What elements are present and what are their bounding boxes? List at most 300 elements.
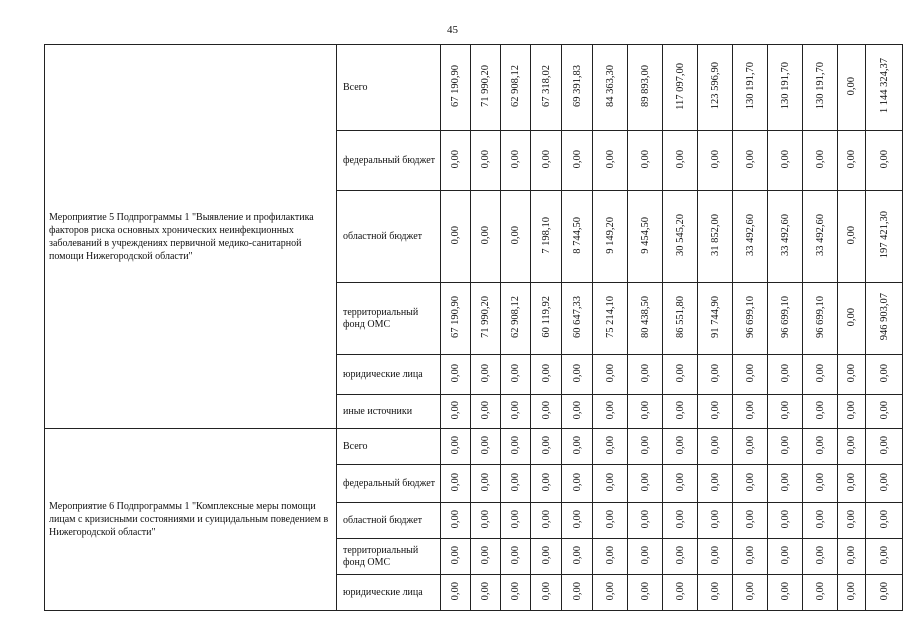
value-text: 0,00 bbox=[814, 149, 826, 169]
value-cell bbox=[803, 191, 838, 283]
value-text: 33 492,60 bbox=[779, 214, 791, 256]
value-text: 0,00 bbox=[709, 472, 721, 492]
value-text: 0,00 bbox=[639, 149, 651, 169]
value-cell bbox=[866, 131, 903, 191]
value-text: 0,00 bbox=[540, 581, 552, 601]
value-cell bbox=[501, 539, 531, 575]
value-cell bbox=[866, 355, 903, 395]
value-cell bbox=[531, 283, 562, 355]
value-cell bbox=[562, 45, 593, 131]
value-text: 96 699,10 bbox=[814, 296, 826, 338]
value-text: 0,00 bbox=[674, 149, 686, 169]
value-text: 0,00 bbox=[604, 400, 616, 420]
value-text: 0,00 bbox=[744, 545, 756, 565]
value-cell bbox=[866, 191, 903, 283]
value-text: 0,00 bbox=[779, 400, 791, 420]
value-cell bbox=[866, 283, 903, 355]
value-text: 0,00 bbox=[674, 545, 686, 565]
value-text: 62 908,12 bbox=[510, 65, 521, 107]
value-text: 130 191,70 bbox=[744, 62, 756, 110]
value-text: 0,00 bbox=[604, 435, 616, 455]
value-cell bbox=[593, 465, 628, 503]
value-text: 0,00 bbox=[744, 363, 756, 383]
value-text: 0,00 bbox=[674, 472, 686, 492]
value-text: 91 744,90 bbox=[709, 296, 721, 338]
value-cell bbox=[593, 395, 628, 429]
activity-name: Мероприятие 6 Подпрограммы 1 "Комплексные меры помощи лицам с кризисными состояниями и суицидальным поведением в Нижегородской области" bbox=[45, 429, 337, 611]
value-text: 0,00 bbox=[709, 545, 721, 565]
value-text: 0,00 bbox=[709, 581, 721, 601]
value-cell bbox=[441, 355, 471, 395]
value-cell bbox=[866, 429, 903, 465]
value-cell bbox=[803, 539, 838, 575]
value-text: 0,00 bbox=[510, 400, 521, 420]
value-cell bbox=[501, 283, 531, 355]
value-text: 0,00 bbox=[878, 509, 890, 529]
value-text: 0,00 bbox=[450, 545, 461, 565]
value-text: 0,00 bbox=[674, 581, 686, 601]
funding-source: иные источники bbox=[337, 395, 441, 429]
value-cell bbox=[441, 465, 471, 503]
value-cell bbox=[698, 131, 733, 191]
value-cell bbox=[838, 131, 866, 191]
value-text: 0,00 bbox=[450, 581, 461, 601]
value-cell bbox=[733, 355, 768, 395]
funding-source: территориальный фонд ОМС bbox=[337, 539, 441, 575]
value-cell bbox=[698, 395, 733, 429]
value-text: 0,00 bbox=[846, 307, 857, 327]
value-text: 0,00 bbox=[744, 472, 756, 492]
value-cell bbox=[441, 575, 471, 611]
value-text: 0,00 bbox=[639, 581, 651, 601]
value-cell bbox=[768, 503, 803, 539]
value-cell bbox=[628, 465, 663, 503]
value-text: 123 596,90 bbox=[709, 62, 721, 110]
value-cell bbox=[531, 395, 562, 429]
value-text: 0,00 bbox=[878, 149, 890, 169]
value-cell bbox=[768, 395, 803, 429]
value-text: 0,00 bbox=[814, 472, 826, 492]
value-cell bbox=[501, 355, 531, 395]
value-cell bbox=[562, 575, 593, 611]
value-text: 0,00 bbox=[510, 509, 521, 529]
value-cell bbox=[501, 575, 531, 611]
value-text: 0,00 bbox=[779, 149, 791, 169]
value-text: 0,00 bbox=[779, 363, 791, 383]
value-text: 0,00 bbox=[779, 509, 791, 529]
value-cell bbox=[501, 429, 531, 465]
value-text: 0,00 bbox=[709, 400, 721, 420]
value-text: 0,00 bbox=[709, 435, 721, 455]
value-cell bbox=[471, 575, 501, 611]
value-text: 0,00 bbox=[480, 472, 491, 492]
value-cell bbox=[593, 429, 628, 465]
value-cell bbox=[866, 45, 903, 131]
value-text: 9 149,20 bbox=[604, 216, 616, 254]
value-text: 0,00 bbox=[510, 225, 521, 245]
value-cell bbox=[593, 539, 628, 575]
value-cell bbox=[866, 395, 903, 429]
value-text: 0,00 bbox=[846, 76, 857, 96]
value-text: 0,00 bbox=[878, 400, 890, 420]
value-cell bbox=[441, 539, 471, 575]
value-text: 0,00 bbox=[571, 400, 583, 420]
value-text: 0,00 bbox=[878, 581, 890, 601]
value-cell bbox=[441, 131, 471, 191]
table-body bbox=[45, 45, 903, 611]
value-cell bbox=[501, 395, 531, 429]
value-cell bbox=[471, 395, 501, 429]
value-text: 33 492,60 bbox=[744, 214, 756, 256]
value-text: 0,00 bbox=[814, 363, 826, 383]
value-cell bbox=[471, 465, 501, 503]
funding-source: федеральный бюджет bbox=[337, 465, 441, 503]
value-text: 30 545,20 bbox=[674, 214, 686, 256]
value-cell bbox=[628, 539, 663, 575]
value-cell bbox=[663, 503, 698, 539]
value-text: 0,00 bbox=[510, 581, 521, 601]
value-cell bbox=[663, 465, 698, 503]
value-cell bbox=[768, 131, 803, 191]
value-text: 0,00 bbox=[846, 149, 857, 169]
value-cell bbox=[698, 465, 733, 503]
value-cell bbox=[768, 465, 803, 503]
value-text: 0,00 bbox=[604, 363, 616, 383]
value-text: 0,00 bbox=[540, 363, 552, 383]
value-cell bbox=[628, 355, 663, 395]
value-cell bbox=[838, 465, 866, 503]
value-cell bbox=[628, 283, 663, 355]
value-text: 0,00 bbox=[510, 472, 521, 492]
value-cell bbox=[803, 465, 838, 503]
value-cell bbox=[838, 429, 866, 465]
value-cell bbox=[768, 191, 803, 283]
value-text: 0,00 bbox=[450, 435, 461, 455]
value-text: 0,00 bbox=[878, 435, 890, 455]
table-row bbox=[45, 429, 903, 465]
value-text: 0,00 bbox=[639, 509, 651, 529]
value-cell bbox=[866, 465, 903, 503]
value-text: 84 363,30 bbox=[604, 65, 616, 107]
value-text: 0,00 bbox=[846, 509, 857, 529]
value-cell bbox=[698, 575, 733, 611]
value-text: 33 492,60 bbox=[814, 214, 826, 256]
funding-source: федеральный бюджет bbox=[337, 131, 441, 191]
value-text: 0,00 bbox=[846, 435, 857, 455]
value-cell bbox=[531, 575, 562, 611]
funding-source: Всего bbox=[337, 45, 441, 131]
value-cell bbox=[663, 283, 698, 355]
value-cell bbox=[628, 45, 663, 131]
value-text: 0,00 bbox=[744, 435, 756, 455]
value-cell bbox=[866, 503, 903, 539]
value-text: 7 198,10 bbox=[540, 216, 552, 254]
value-text: 0,00 bbox=[779, 435, 791, 455]
value-text: 0,00 bbox=[540, 472, 552, 492]
value-cell bbox=[733, 283, 768, 355]
value-cell bbox=[866, 539, 903, 575]
value-text: 0,00 bbox=[878, 545, 890, 565]
value-cell bbox=[733, 191, 768, 283]
value-text: 0,00 bbox=[604, 509, 616, 529]
value-text: 0,00 bbox=[571, 363, 583, 383]
value-cell bbox=[471, 429, 501, 465]
value-text: 946 903,07 bbox=[878, 293, 890, 341]
value-text: 0,00 bbox=[450, 225, 461, 245]
funding-source: Всего bbox=[337, 429, 441, 465]
value-cell bbox=[838, 395, 866, 429]
value-text: 0,00 bbox=[480, 225, 491, 245]
value-text: 0,00 bbox=[450, 472, 461, 492]
value-text: 86 551,80 bbox=[674, 296, 686, 338]
activity-name: Мероприятие 5 Подпрограммы 1 "Выявление и профилактика факторов риска основных хронических неинфекционных заболеваний в учреждениях первичной медико-санитарной помощи Нижегородской области" bbox=[45, 45, 337, 429]
value-text: 0,00 bbox=[779, 472, 791, 492]
value-cell bbox=[471, 503, 501, 539]
value-cell bbox=[733, 465, 768, 503]
value-text: 0,00 bbox=[814, 545, 826, 565]
value-text: 0,00 bbox=[540, 509, 552, 529]
value-text: 0,00 bbox=[480, 400, 491, 420]
value-cell bbox=[838, 539, 866, 575]
value-cell bbox=[803, 283, 838, 355]
value-text: 0,00 bbox=[604, 545, 616, 565]
value-text: 0,00 bbox=[709, 149, 721, 169]
value-text: 0,00 bbox=[510, 545, 521, 565]
value-cell bbox=[562, 131, 593, 191]
value-cell bbox=[698, 539, 733, 575]
value-cell bbox=[562, 429, 593, 465]
value-text: 1 144 324,37 bbox=[878, 58, 890, 114]
value-cell bbox=[562, 465, 593, 503]
value-text: 31 852,00 bbox=[709, 214, 721, 256]
value-cell bbox=[593, 355, 628, 395]
value-text: 71 990,20 bbox=[480, 65, 491, 107]
value-cell bbox=[663, 539, 698, 575]
value-cell bbox=[593, 575, 628, 611]
value-cell bbox=[531, 429, 562, 465]
value-text: 89 893,00 bbox=[639, 65, 651, 107]
value-cell bbox=[531, 45, 562, 131]
value-cell bbox=[628, 395, 663, 429]
value-text: 0,00 bbox=[450, 509, 461, 529]
page-number: 45 bbox=[447, 24, 458, 36]
value-cell bbox=[803, 131, 838, 191]
value-text: 0,00 bbox=[744, 509, 756, 529]
value-cell bbox=[838, 283, 866, 355]
value-text: 0,00 bbox=[571, 581, 583, 601]
table-row bbox=[45, 45, 903, 131]
value-cell bbox=[531, 539, 562, 575]
value-text: 0,00 bbox=[480, 363, 491, 383]
value-text: 0,00 bbox=[846, 225, 857, 245]
value-text: 0,00 bbox=[639, 400, 651, 420]
value-text: 0,00 bbox=[540, 400, 552, 420]
value-text: 0,00 bbox=[450, 400, 461, 420]
value-text: 0,00 bbox=[744, 149, 756, 169]
value-cell bbox=[501, 503, 531, 539]
funding-source: областной бюджет bbox=[337, 503, 441, 539]
value-cell bbox=[733, 539, 768, 575]
value-cell bbox=[768, 45, 803, 131]
value-cell bbox=[471, 191, 501, 283]
value-cell bbox=[733, 395, 768, 429]
value-text: 197 421,30 bbox=[878, 211, 890, 259]
value-cell bbox=[768, 575, 803, 611]
value-cell bbox=[593, 191, 628, 283]
value-text: 0,00 bbox=[480, 581, 491, 601]
value-cell bbox=[768, 539, 803, 575]
value-cell bbox=[663, 191, 698, 283]
value-text: 0,00 bbox=[709, 363, 721, 383]
value-text: 0,00 bbox=[639, 545, 651, 565]
value-cell bbox=[663, 355, 698, 395]
value-cell bbox=[531, 465, 562, 503]
value-cell bbox=[866, 575, 903, 611]
value-cell bbox=[698, 283, 733, 355]
value-cell bbox=[441, 283, 471, 355]
value-text: 80 438,50 bbox=[639, 296, 651, 338]
value-cell bbox=[768, 355, 803, 395]
value-cell bbox=[441, 395, 471, 429]
value-cell bbox=[441, 503, 471, 539]
value-text: 0,00 bbox=[779, 581, 791, 601]
value-text: 117 097,00 bbox=[674, 62, 686, 110]
value-cell bbox=[531, 131, 562, 191]
value-cell bbox=[803, 395, 838, 429]
value-cell bbox=[441, 429, 471, 465]
value-text: 0,00 bbox=[450, 149, 461, 169]
value-text: 0,00 bbox=[674, 509, 686, 529]
value-cell bbox=[663, 395, 698, 429]
value-text: 96 699,10 bbox=[744, 296, 756, 338]
value-cell bbox=[733, 131, 768, 191]
value-text: 0,00 bbox=[814, 509, 826, 529]
value-cell bbox=[501, 131, 531, 191]
value-text: 0,00 bbox=[846, 581, 857, 601]
value-cell bbox=[501, 45, 531, 131]
value-text: 67 190,90 bbox=[450, 65, 461, 107]
value-cell bbox=[803, 429, 838, 465]
value-text: 60 647,33 bbox=[571, 296, 583, 338]
value-text: 0,00 bbox=[540, 149, 552, 169]
value-cell bbox=[803, 45, 838, 131]
value-text: 0,00 bbox=[450, 363, 461, 383]
funding-source: юридические лица bbox=[337, 575, 441, 611]
value-cell bbox=[562, 283, 593, 355]
financing-table bbox=[44, 44, 903, 611]
value-text: 0,00 bbox=[744, 581, 756, 601]
value-text: 0,00 bbox=[779, 545, 791, 565]
value-text: 0,00 bbox=[744, 400, 756, 420]
value-text: 0,00 bbox=[571, 509, 583, 529]
value-cell bbox=[471, 355, 501, 395]
value-cell bbox=[441, 45, 471, 131]
value-text: 96 699,10 bbox=[779, 296, 791, 338]
value-cell bbox=[562, 503, 593, 539]
funding-source: территориальный фонд ОМС bbox=[337, 283, 441, 355]
value-text: 67 318,02 bbox=[540, 65, 552, 107]
value-cell bbox=[698, 503, 733, 539]
value-cell bbox=[663, 131, 698, 191]
value-cell bbox=[698, 429, 733, 465]
value-cell bbox=[501, 465, 531, 503]
value-text: 0,00 bbox=[878, 363, 890, 383]
value-cell bbox=[593, 503, 628, 539]
value-cell bbox=[733, 429, 768, 465]
value-cell bbox=[803, 575, 838, 611]
value-text: 0,00 bbox=[639, 363, 651, 383]
value-text: 0,00 bbox=[846, 400, 857, 420]
value-text: 67 190,90 bbox=[450, 296, 461, 338]
value-cell bbox=[593, 131, 628, 191]
value-text: 0,00 bbox=[571, 472, 583, 492]
value-text: 0,00 bbox=[674, 363, 686, 383]
value-cell bbox=[531, 355, 562, 395]
value-text: 0,00 bbox=[604, 472, 616, 492]
value-cell bbox=[628, 131, 663, 191]
value-text: 0,00 bbox=[814, 435, 826, 455]
value-cell bbox=[531, 191, 562, 283]
value-cell bbox=[441, 191, 471, 283]
value-cell bbox=[663, 429, 698, 465]
value-cell bbox=[562, 191, 593, 283]
value-text: 0,00 bbox=[674, 435, 686, 455]
value-cell bbox=[698, 191, 733, 283]
value-cell bbox=[838, 575, 866, 611]
value-text: 0,00 bbox=[540, 545, 552, 565]
value-text: 9 454,50 bbox=[639, 216, 651, 254]
value-text: 0,00 bbox=[540, 435, 552, 455]
value-text: 0,00 bbox=[510, 435, 521, 455]
value-text: 0,00 bbox=[814, 581, 826, 601]
value-cell bbox=[628, 429, 663, 465]
value-cell bbox=[838, 191, 866, 283]
value-cell bbox=[471, 283, 501, 355]
value-text: 8 744,50 bbox=[571, 216, 583, 254]
value-cell bbox=[471, 45, 501, 131]
value-text: 0,00 bbox=[639, 435, 651, 455]
value-text: 0,00 bbox=[510, 149, 521, 169]
value-text: 0,00 bbox=[480, 509, 491, 529]
value-cell bbox=[562, 539, 593, 575]
value-cell bbox=[593, 45, 628, 131]
value-text: 62 908,12 bbox=[510, 296, 521, 338]
funding-source: юридические лица bbox=[337, 355, 441, 395]
value-cell bbox=[803, 355, 838, 395]
value-text: 0,00 bbox=[480, 149, 491, 169]
value-cell bbox=[803, 503, 838, 539]
value-cell bbox=[838, 45, 866, 131]
value-cell bbox=[733, 45, 768, 131]
value-cell bbox=[663, 575, 698, 611]
value-cell bbox=[562, 395, 593, 429]
value-cell bbox=[628, 191, 663, 283]
value-cell bbox=[471, 131, 501, 191]
value-text: 0,00 bbox=[709, 509, 721, 529]
value-text: 71 990,20 bbox=[480, 296, 491, 338]
value-text: 0,00 bbox=[571, 149, 583, 169]
value-text: 0,00 bbox=[878, 472, 890, 492]
value-cell bbox=[593, 283, 628, 355]
value-text: 0,00 bbox=[480, 435, 491, 455]
value-cell bbox=[471, 539, 501, 575]
value-cell bbox=[768, 283, 803, 355]
value-text: 60 119,92 bbox=[540, 296, 552, 338]
value-text: 0,00 bbox=[846, 472, 857, 492]
value-text: 130 191,70 bbox=[779, 62, 791, 110]
value-text: 0,00 bbox=[639, 472, 651, 492]
value-cell bbox=[628, 575, 663, 611]
